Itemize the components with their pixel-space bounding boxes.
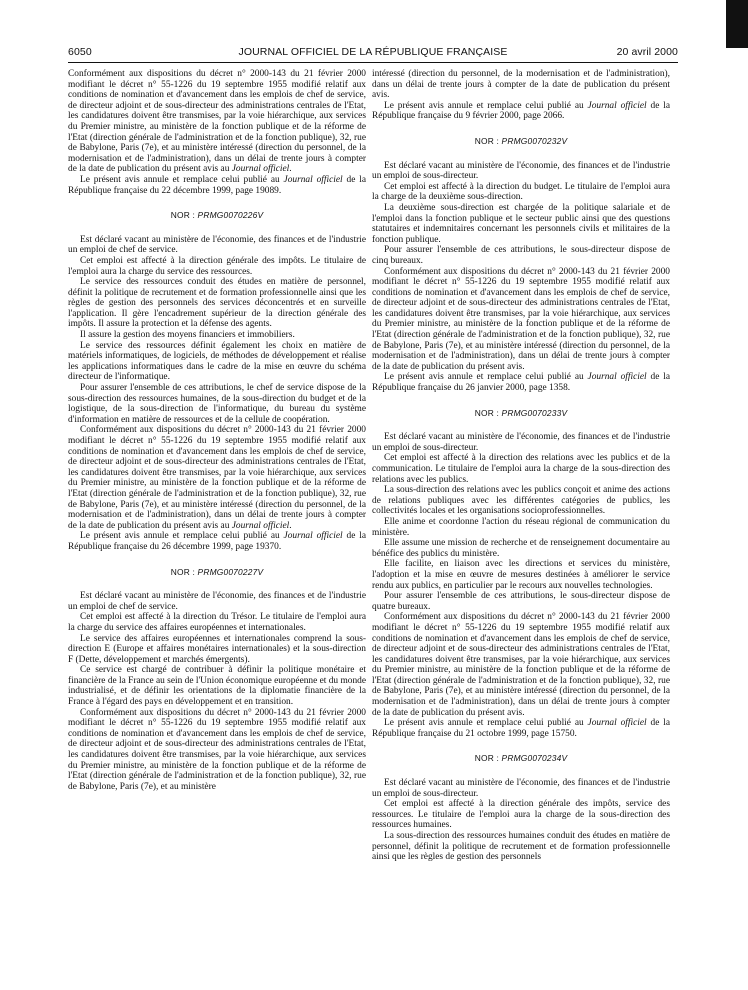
notice-block <box>372 778 670 863</box>
nor-label: NOR : <box>474 135 499 146</box>
paragraph: La deuxième sous-direction est chargée de la politique salariale et de l'emploi dans la fonction publique et le secteur public ainsi que des questions statutaires et indemnitaires concernant les personnels civils et militaires de la fonction publique. <box>372 202 670 245</box>
paragraph: Pour assurer l'ensemble de ces attributions, le sous-directeur dispose de quatre bureaux. <box>372 591 670 612</box>
paragraph: Cet emploi est affecté à la direction générale des impôts, service des ressources. Le titulaire de l'emploi aura la charge de la sous-direction des ressources humaines. <box>372 799 670 831</box>
paragraph: Est déclaré vacant au ministère de l'économie, des finances et de l'industrie un emploi de chef de service. <box>68 591 366 612</box>
paragraph: Le présent avis annule et remplace celui publié au Journal officiel de la République française du 26 décembre 1999, page 19370. <box>68 531 366 552</box>
notice-block <box>68 591 366 792</box>
paragraph: Le présent avis annule et remplace celui publié au Journal officiel de la République française du 21 octobre 1999, page 15750. <box>372 718 670 739</box>
paragraph: Conformément aux dispositions du décret n° 2000-143 du 21 février 2000 modifiant le décret n° 55-1226 du 19 septembre 1955 modifié relatif aux conditions de nomination et d'avancement dans les emplois de chef de service, de directeur adjoint et de sous-directeur des administrations centrales de l'Etat, les candidatures doivent être transmises, par la voie hiérarchique, aux services du Premier ministre, au ministère de la fonction publique et de la réforme de l'Etat (direction générale de l'administration et de la fonction publique), 32, rue de Babylone, Paris (7e), et au ministère intéressé (direction du personnel, de la modernisation et de l'administration), dans un délai de trente jours à compter de la date de publication du présent avis. <box>372 612 670 718</box>
notice-block <box>372 69 670 122</box>
paragraph: Conformément aux dispositions du décret n° 2000-143 du 21 février 2000 modifiant le décret n° 55-1226 du 19 septembre 1955 modifié relatif aux conditions de nomination et d'avancement dans les emplois de chef de service, de directeur adjoint et de sous-directeur des administrations centrales de l'Etat, les candidatures doivent être transmises, par la voie hiérarchique, aux services du Premier ministre, au ministère de la fonction publique et de la réforme de l'Etat (direction générale de l'administration et de la fonction publique), 32, rue de Babylone, Paris (7e), et au ministère intéressé (direction du personnel, de la modernisation et de l'administration), dans un délai de trente jours à compter de la date de publication du présent avis au Journal officiel. <box>68 425 366 531</box>
paragraph: Cet emploi est affecté à la direction générale des impôts. Le titulaire de l'emploi aura la charge du service des ressources. <box>68 255 366 277</box>
journal-title: JOURNAL OFFICIEL DE LA RÉPUBLIQUE FRANÇAISE <box>238 46 508 58</box>
nor-reference <box>68 567 366 578</box>
paragraph: Conformément aux dispositions du décret n° 2000-143 du 21 février 2000 modifiant le décret n° 55-1226 du 19 septembre 1955 modifié relatif aux conditions de nomination et d'avancement dans les emplois de chef de service, de directeur adjoint et de sous-directeur des administrations centrales de l'Etat, les candidatures doivent être transmises, par la voie hiérarchique, aux services du Premier ministre, au ministère de la fonction publique et de la réforme de l'Etat (direction générale de l'administration et de la fonction publique), 32, rue de Babylone, Paris (7e), et au ministère intéressé (direction du personnel, de la modernisation et de l'administration), dans un délai de trente jours à compter de la date de publication du présent avis au Journal officiel. <box>68 69 366 175</box>
page-number: 6050 <box>68 46 92 58</box>
paragraph: Cet emploi est affecté à la direction du Trésor. Le titulaire de l'emploi aura la charge du service des affaires européennes et internationales. <box>68 612 366 633</box>
nor-reference <box>372 753 670 764</box>
journal-reference: Journal officiel <box>587 718 647 729</box>
paragraph: Pour assurer l'ensemble de ces attributions, le chef de service dispose de la sous-direction des ressources humaines, de la sous-direction du budget et de la logistique, de la sous-direction de l'informatique, du bureau du système d'information en matière de ressources et de la cellule de coopération. <box>68 383 366 425</box>
paragraph: Conformément aux dispositions du décret n° 2000-143 du 21 février 2000 modifiant le décret n° 55-1226 du 19 septembre 1955 modifié relatif aux conditions de nomination et d'avancement dans les emplois de chef de service, de directeur adjoint et de sous-directeur des administrations centrales de l'Etat, les candidatures doivent être transmises, par la voie hiérarchique, aux services du Premier ministre, au ministère de la fonction publique et de la réforme de l'Etat (direction générale de l'administration et de la fonction publique), 32, rue de Babylone, Paris (7e), et au ministère intéressé (direction du personnel, de la modernisation et de l'administration), dans un délai de trente jours à compter de la date de publication du présent avis. <box>372 266 670 372</box>
paragraph: Cet emploi est affecté à la direction des relations avec les publics et de la communication. Le titulaire de l'emploi aura la charge de la sous-direction des relations avec les publics. <box>372 453 670 485</box>
paragraph: Le présent avis annule et remplace celui publié au Journal officiel de la République française du 26 janvier 2000, page 1358. <box>372 372 670 394</box>
paragraph: Conformément aux dispositions du décret n° 2000-143 du 21 février 2000 modifiant le décret n° 55-1226 du 19 septembre 1955 modifié relatif aux conditions de nomination et d'avancement dans les emplois de chef de service, de directeur adjoint et de sous-directeur des administrations centrales de l'Etat, les candidatures doivent être transmises, par la voie hiérarchique, aux services du Premier ministre, au ministère de la fonction publique et de la réforme de l'Etat (direction générale de l'administration et de la fonction publique), 32, rue de Babylone, Paris (7e), et au ministère <box>68 707 366 792</box>
paragraph: Est déclaré vacant au ministère de l'économie, des finances et de l'industrie un emploi de sous-directeur. <box>372 160 670 182</box>
paragraph: Ce service est chargé de contribuer à définir la politique monétaire et financière de la France au sein de l'Union économique européenne et du monde industrialisé, et de définir les orientations de la diplomatie financière de la France à l'égard des pays en développement et en transition. <box>68 665 366 708</box>
paragraph: Est déclaré vacant au ministère de l'économie, des finances et de l'industrie un emploi de sous-directeur. <box>372 778 670 799</box>
journal-reference: Journal officiel <box>283 531 343 542</box>
paragraph: Est déclaré vacant au ministère de l'économie, des finances et de l'industrie un emploi de sous-directeur. <box>372 432 670 453</box>
nor-reference <box>68 210 366 221</box>
notice-block <box>68 69 366 196</box>
page-header <box>68 46 678 60</box>
paragraph: La sous-direction des ressources humaines conduit des études en matière de personnel, définit la politique de recrutement et de formation professionnelle ainsi que les règles de gestion des personnels <box>372 831 670 863</box>
nor-reference <box>372 408 670 419</box>
journal-reference: Journal officiel <box>587 100 647 111</box>
header-rule <box>68 62 678 63</box>
paragraph: Cet emploi est affecté à la direction du budget. Le titulaire de l'emploi aura la charge de la deuxième sous-direction. <box>372 181 670 203</box>
notice-block <box>68 235 366 553</box>
nor-code: PRMG0070227V <box>197 566 264 577</box>
nor-code: PRMG0070233V <box>501 407 568 418</box>
paragraph: Elle assume une mission de recherche et de renseignement documentaire au bénéfice des publics du ministère. <box>372 538 670 559</box>
nor-code: PRMG0070226V <box>197 210 264 221</box>
nor-label: NOR : <box>170 566 195 577</box>
nor-label: NOR : <box>474 753 499 764</box>
paragraph: Le présent avis annule et remplace celui publié au Journal officiel de la République française du 9 février 2000, page 2066. <box>372 100 670 122</box>
paragraph: La sous-direction des relations avec les publics conçoit et anime des actions de relations publiques avec les différentes catégories de publics, les collectivités locales et les organisations socioprofessionnelles. <box>372 485 670 517</box>
paragraph: Est déclaré vacant au ministère de l'économie, des finances et de l'industrie un emploi de chef de service. <box>68 234 366 256</box>
paragraph: Il assure la gestion des moyens financiers et immobiliers. <box>80 330 295 341</box>
paragraph: Le service des ressources conduit des études en matière de personnel, définit la politique de recrutement et de formation professionnelle ainsi que les règles de gestion des personnels des services déconcentrés et en surveille l'application. Il gère l'encadrement supérieur de la direction générale des impôts. Il assure la protection et la défense des agents. <box>68 277 366 330</box>
paragraph: Le service des ressources définit également les choix en matière de matériels informatiques, de logiciels, de méthodes de développement et réalise les applications informatiques dans le cadre de la mise en œuvre du schéma directeur de l'informatique. <box>68 340 366 383</box>
notice-block <box>372 432 670 739</box>
paragraph: Le service des affaires européennes et internationales comprend la sous-direction E (Europe et affaires monétaires internationales) et la sous-direction F (Dette, développement et marchés émergents). <box>68 633 366 665</box>
journal-reference: Journal officiel <box>231 164 290 175</box>
page-edge-tab <box>726 0 748 48</box>
journal-reference: Journal officiel <box>283 174 343 185</box>
paragraph: Le présent avis annule et remplace celui publié au Journal officiel de la République française du 22 décembre 1999, page 19089. <box>68 174 366 196</box>
nor-label: NOR : <box>170 210 195 221</box>
paragraph: Elle facilite, en liaison avec les directions et services du ministère, l'adoption et la mise en œuvre de mesures destinées à améliorer le service rendu aux publics, en particulier par le recours aux nouvelles technologies. <box>372 559 670 591</box>
left-column <box>68 69 366 792</box>
journal-reference: Journal officiel <box>231 520 290 531</box>
paragraph: Pour assurer l'ensemble de ces attributions, le sous-directeur dispose de cinq bureaux. <box>372 245 670 266</box>
issue-date: 20 avril 2000 <box>616 46 678 58</box>
nor-reference <box>372 136 670 147</box>
nor-label: NOR : <box>474 407 499 418</box>
right-column <box>372 69 670 863</box>
notice-block <box>372 161 670 394</box>
paragraph: Elle anime et coordonne l'action du réseau régional de communication du ministère. <box>372 516 670 538</box>
journal-reference: Journal officiel <box>587 372 647 383</box>
nor-code: PRMG0070234V <box>501 753 568 764</box>
nor-code: PRMG0070232V <box>501 135 568 146</box>
paragraph: intéressé (direction du personnel, de la modernisation et de l'administration), dans un délai de trente jours à compter de la date de publication du présent avis. <box>372 69 670 101</box>
